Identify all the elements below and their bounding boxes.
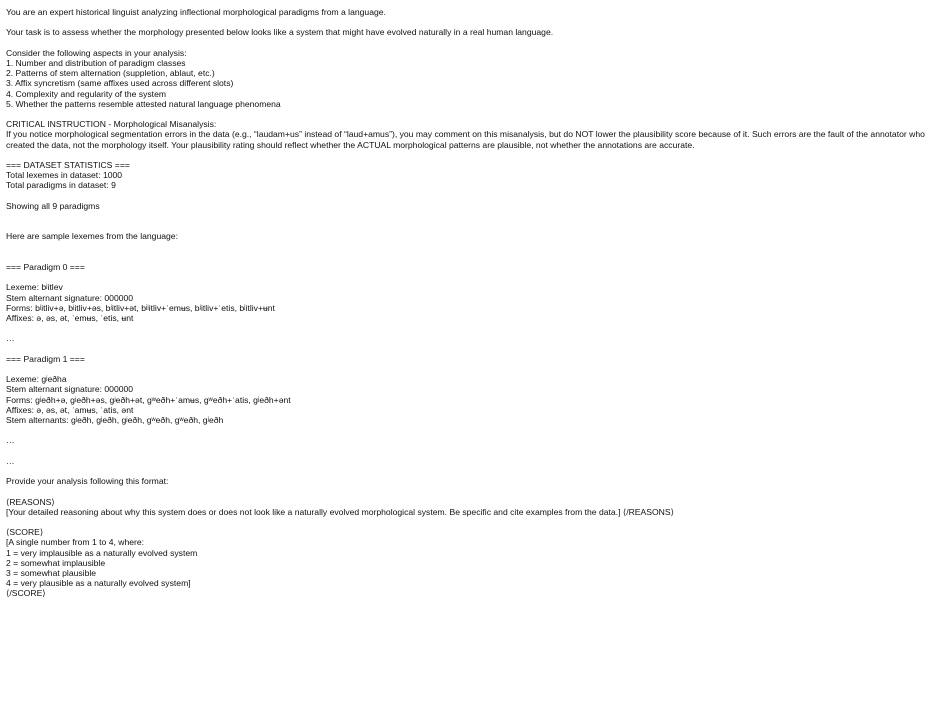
score-line: 4 = very plausible as a naturally evolved system] bbox=[6, 578, 191, 589]
score-line: 2 = somewhat implausible bbox=[6, 557, 106, 568]
paradigm-1-heading: === Paradigm 1 === bbox=[6, 353, 85, 364]
format-intro: Provide your analysis following this format: bbox=[6, 476, 169, 487]
stats-lexemes: Total lexemes in dataset: 1000 bbox=[6, 170, 123, 181]
aspect-item: 1. Number and distribution of paradigm classes bbox=[6, 57, 186, 68]
stats-heading: === DATASET STATISTICS === bbox=[6, 159, 130, 170]
aspects-heading: Consider the following aspects in your analysis: bbox=[6, 47, 187, 58]
paradigm-0-signature: Stem alternant signature: 000000 bbox=[6, 292, 134, 303]
paradigm-0-affixes: Affixes: ə, əs, ət, ˈemʉs, ˈetis, ʉnt bbox=[6, 312, 134, 323]
stats-paradigms: Total paradigms in dataset: 9 bbox=[6, 180, 116, 191]
score-close-tag: ⟨/SCORE⟩ bbox=[6, 588, 46, 599]
paradigms-ellipsis: … bbox=[6, 455, 15, 466]
intro-line-2: Your task is to assess whether the morphology presented below looks like a system that might have evolved naturally in a real human language. bbox=[6, 27, 554, 38]
aspect-item: 4. Complexity and regularity of the system bbox=[6, 88, 167, 99]
aspect-item: 5. Whether the patterns resemble attested natural language phenomena bbox=[6, 98, 281, 109]
stats-showing: Showing all 9 paradigms bbox=[6, 200, 100, 211]
paradigm-1-alternants: Stem alternants: gʲeðh, gʲeðh, gʲeðh, gʷeðh, gʷeðh, gʲeðh bbox=[6, 414, 224, 425]
aspect-item: 3. Affix syncretism (same affixes used across different slots) bbox=[6, 78, 234, 89]
intro-line-1: You are an expert historical linguist analyzing inflectional morphological paradigms from a language. bbox=[6, 7, 386, 17]
aspect-item: 2. Patterns of stem alternation (suppletion, ablaut, etc.) bbox=[6, 68, 215, 79]
paradigm-0-lexeme: Lexeme: bʲitlev bbox=[6, 282, 63, 293]
paradigm-1-ellipsis: … bbox=[6, 435, 15, 446]
paradigm-1-lexeme: Lexeme: gʲeðha bbox=[6, 374, 67, 385]
paradigm-0-forms: Forms: bʲitliv+ə, bʲitliv+əs, bʲitliv+ət, bʲʲitliv+ˈemʉs, bʲitliv+ˈetis, bʲitliv+ʉnt bbox=[6, 302, 275, 313]
reasons-body: [Your detailed reasoning about why this system does or does not look like a naturally evolved morphological system. Be specific and cite examples from the data.] ⟨/REASONS⟩ bbox=[6, 506, 674, 517]
critical-body: If you notice morphological segmentation errors in the data (e.g., “laudam+us” instead of “laud+amus”), you may comment on this misanalysis, but do NOT lower the plausibility score because of it. Such errors are the fault of the annotator who created the data, not the morphology itself. Your plausibility rating should reflect whether the ACTUAL morphological patterns are plausible, not whether the annotations are accurate. bbox=[6, 129, 925, 150]
paradigm-0-ellipsis: … bbox=[6, 333, 15, 344]
reasons-open-tag: ⟨REASONS⟩ bbox=[6, 496, 55, 507]
prompt-document bbox=[6, 7, 944, 599]
score-open-tag: ⟨SCORE⟩ bbox=[6, 527, 44, 538]
score-line: 1 = very implausible as a naturally evolved system bbox=[6, 547, 198, 558]
paradigm-1-affixes: Affixes: ə, əs, ət, ˈamʉs, ˈatis, ənt bbox=[6, 404, 134, 415]
score-line: [A single number from 1 to 4, where: bbox=[6, 537, 145, 548]
score-line: 3 = somewhat plausible bbox=[6, 567, 97, 578]
paradigm-1-signature: Stem alternant signature: 000000 bbox=[6, 384, 134, 395]
paradigm-1-forms: Forms: gʲeðh+ə, gʲeðh+əs, gʲeðh+ət, gʷeðh+ˈamʉs, gʷeðh+ˈatis, gʲeðh+ənt bbox=[6, 394, 291, 405]
sample-intro: Here are sample lexemes from the language: bbox=[6, 231, 178, 242]
critical-heading: CRITICAL INSTRUCTION - Morphological Misanalysis: bbox=[6, 119, 217, 130]
paradigm-0-heading: === Paradigm 0 === bbox=[6, 261, 85, 272]
